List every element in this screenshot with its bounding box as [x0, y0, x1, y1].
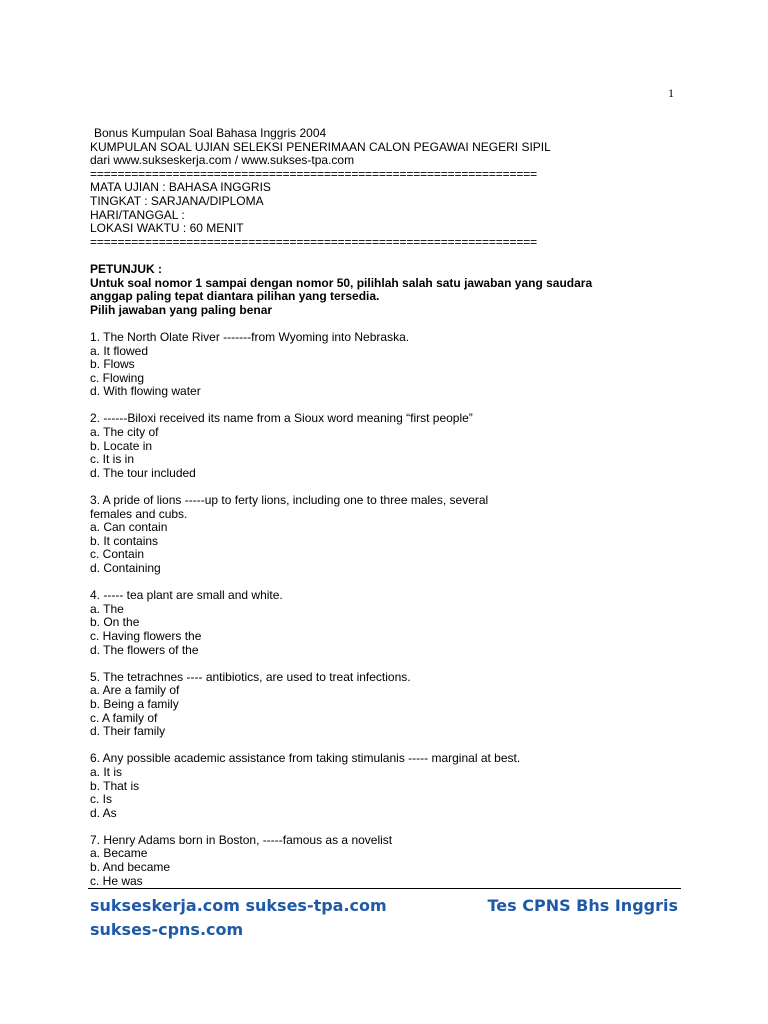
- footer-title: Tes CPNS Bhs Inggris: [487, 896, 678, 915]
- instructions-title: PETUNJUK :: [90, 261, 163, 276]
- question-text: 5. The tetrachnes ---- antibiotics, are used to treat infections.: [90, 669, 411, 684]
- question-text: 2. ------Biloxi received its name from a Sioux word meaning “first people”: [90, 411, 473, 426]
- footer-link-line: sukseskerja.com sukses-tpa.com: [90, 896, 387, 915]
- answer-option: d. As: [90, 805, 117, 820]
- answer-option: a. Became: [90, 846, 148, 861]
- separator-top: =================================================================: [90, 167, 538, 181]
- separator-bottom: =================================================================: [90, 235, 538, 249]
- answer-option: b. It contains: [90, 533, 159, 548]
- question-1: [90, 331, 690, 399]
- question-text: 4. ----- tea plant are small and white.: [90, 588, 283, 603]
- answer-option: a. It is: [90, 764, 123, 779]
- question-list: [90, 331, 690, 888]
- instructions-line: Untuk soal nomor 1 sampai dengan nomor 50, pilihlah salah satu jawaban yang saudara: [90, 275, 593, 290]
- answer-option: b. Flows: [90, 357, 135, 372]
- document-header: [90, 127, 690, 249]
- answer-option: d. Containing: [90, 561, 161, 575]
- answer-option: b. On the: [90, 615, 140, 630]
- answer-option: b. And became: [90, 860, 171, 875]
- header-source: dari www.sukseskerja.com / www.sukses-tpa.com: [90, 153, 355, 168]
- page-number: 1: [668, 86, 674, 100]
- header-collection-title: KUMPULAN SOAL UJIAN SELEKSI PENERIMAAN CALON PEGAWAI NEGERI SIPIL: [90, 139, 551, 154]
- question-6: [90, 752, 690, 820]
- answer-option: d. The tour included: [90, 465, 196, 480]
- answer-option: a. Are a family of: [90, 683, 180, 698]
- question-5: [90, 671, 690, 739]
- exam-duration: LOKASI WAKTU : 60 MENIT: [90, 221, 244, 236]
- answer-option: d. The flowers of the: [90, 642, 199, 657]
- question-4: [90, 589, 690, 657]
- answer-option: c. A family of: [90, 710, 158, 725]
- footer-links: [90, 894, 470, 942]
- answer-option: a. Can contain: [90, 520, 168, 535]
- answer-option: a. The city of: [90, 425, 159, 440]
- header-bonus-title: Bonus Kumpulan Soal Bahasa Inggris 2004: [94, 126, 327, 140]
- instructions: [90, 263, 690, 317]
- instructions-line: anggap paling tepat diantara pilihan yang tersedia.: [90, 289, 380, 304]
- answer-option: c. Having flowers the: [90, 628, 202, 643]
- answer-option: d. Their family: [90, 724, 166, 739]
- question-text: 7. Henry Adams born in Boston, -----famous as a novelist: [90, 832, 393, 847]
- answer-option: b. Locate in: [90, 438, 153, 453]
- footer-link-line: sukses-cpns.com: [90, 920, 244, 939]
- exam-subject: MATA UJIAN : BAHASA INGGRIS: [90, 180, 271, 195]
- answer-option: a. It flowed: [90, 343, 149, 358]
- question-7: [90, 834, 690, 888]
- question-2: [90, 412, 690, 480]
- exam-level: TINGKAT : SARJANA/DIPLOMA: [90, 193, 264, 208]
- instructions-line: Pilih jawaban yang paling benar: [90, 302, 273, 317]
- question-text: 6. Any possible academic assistance from taking stimulanis ----- marginal at best.: [90, 751, 521, 766]
- answer-option: c. Flowing: [90, 370, 145, 385]
- answer-option: c. He was: [90, 873, 143, 888]
- footer-divider: [88, 888, 681, 889]
- question-3: [90, 494, 690, 576]
- answer-option: b. That is: [90, 778, 140, 793]
- question-text: 3. A pride of lions -----up to ferty lions, including one to three males, several: [90, 493, 489, 508]
- question-text: females and cubs.: [90, 506, 188, 521]
- answer-option: c. Is: [90, 792, 113, 807]
- answer-option: d. With flowing water: [90, 384, 201, 399]
- answer-option: c. Contain: [90, 547, 145, 562]
- answer-option: b. Being a family: [90, 696, 179, 711]
- question-text: 1. The North Olate River -------from Wyoming into Nebraska.: [90, 329, 410, 344]
- answer-option: a. The: [90, 601, 124, 616]
- document-body: [90, 127, 690, 888]
- answer-option: c. It is in: [90, 452, 135, 467]
- exam-date: HARI/TANGGAL :: [90, 207, 185, 222]
